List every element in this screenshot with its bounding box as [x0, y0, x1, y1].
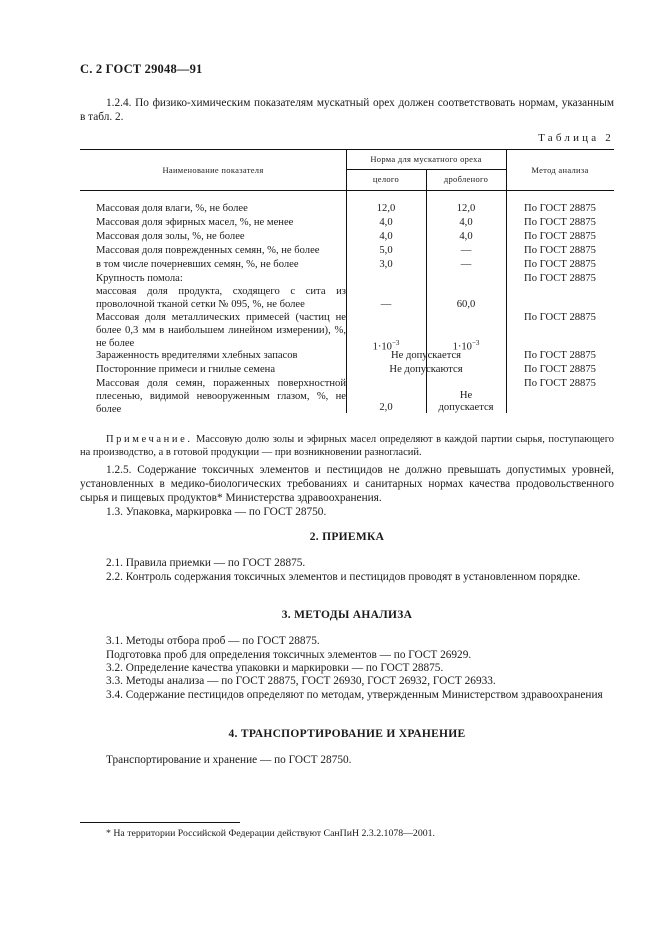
row-ground: 4,0	[459, 217, 473, 228]
row-ground: —	[460, 259, 472, 270]
row-ground: 12,0	[456, 203, 476, 214]
paragraph-1-2-5: 1.2.5. Содержание токсичных элементов и пестицидов не должно превышать допустимых уровней, установленных в медико-биологических требованиях и санитарных нормах качества продовольственного сырья и пищевых продуктов* Министерства здравоохранения.	[80, 464, 614, 504]
row-ground: —	[460, 245, 472, 256]
paragraph-2-2: 2.2. Контроль содержания токсичных элементов и пестицидов проводят в установленном порядке.	[106, 571, 581, 583]
header-ground: дробленого	[443, 174, 489, 184]
row-method: По ГОСТ 28875	[524, 364, 596, 375]
paragraph-3-2: 3.2. Определение качества упаковки и маркировки — по ГОСТ 28875.	[106, 662, 444, 674]
row-whole: 4,0	[379, 231, 393, 242]
table-label: Таблица 2	[538, 132, 614, 144]
page-header: С. 2 ГОСТ 29048—91	[80, 62, 203, 76]
row-name: Массовая доля влаги, %, не более	[96, 203, 248, 214]
row-method: По ГОСТ 28875	[524, 203, 596, 214]
row-name: Массовая доля эфирных масел, %, не менее	[96, 217, 294, 228]
row-whole: 3,0	[379, 259, 393, 270]
header-whole: целого	[372, 174, 400, 184]
row-ground: Не	[459, 390, 473, 401]
row-whole: 5,0	[379, 245, 393, 256]
paragraph-3-3: 3.3. Методы анализа — по ГОСТ 28875, ГОСТ 26930, ГОСТ 26932, ГОСТ 26933.	[106, 675, 496, 687]
footnote-divider	[80, 822, 240, 823]
paragraph-3-1b: Подготовка проб для определения токсичных элементов — по ГОСТ 26929.	[106, 649, 472, 661]
paragraph-4: Транспортирование и хранение — по ГОСТ 28750.	[106, 754, 352, 766]
row-both: Не допускается	[390, 350, 462, 361]
header-method: Метод анализа	[531, 165, 589, 175]
row-name: Посторонние примеси и гнилые семена	[96, 364, 276, 375]
row-name: Массовая доля поврежденных семян, %, не более	[96, 245, 320, 256]
paragraph-1-3: 1.3. Упаковка, маркировка — по ГОСТ 28750.	[106, 506, 327, 518]
row-method: По ГОСТ 28875	[524, 378, 596, 389]
row-name: Массовая доля металлических примесей (частиц не более 0,3 мм в наибольшем линейном измерении), %, не более	[96, 312, 346, 350]
header-norm: Норма для мускатного ореха	[370, 154, 482, 164]
row-whole: —	[380, 299, 392, 310]
row-ground: допускается	[438, 402, 494, 413]
footnote: * На территории Российской Федерации действуют СанПиН 2.3.2.1078—2001.	[106, 828, 435, 839]
row-name: в том числе почерневших семян, %, не более	[96, 259, 299, 270]
row-method: По ГОСТ 28875	[524, 245, 596, 256]
paragraph-2-1: 2.1. Правила приемки — по ГОСТ 28875.	[106, 557, 306, 569]
row-whole: $1\cdot 10^{-3}$	[372, 339, 400, 353]
row-method: По ГОСТ 28875	[524, 273, 596, 284]
section-title-4: 4. ТРАНСПОРТИРОВАНИЕ И ХРАНЕНИЕ	[228, 728, 466, 740]
header-indicator-name: Наименование показателя	[162, 165, 264, 175]
table-2	[80, 149, 614, 416]
row-method: По ГОСТ 28875	[524, 259, 596, 270]
row-name: Зараженность вредителями хлебных запасов	[96, 350, 298, 361]
row-both: Не допускаются	[389, 364, 463, 375]
row-name: Массовая доля золы, %, не более	[96, 231, 245, 242]
row-name: массовая доля продукта, сходящего с сита из проволочной тканой сетки № 095, %, не более	[96, 286, 346, 311]
row-method: По ГОСТ 28875	[524, 350, 596, 361]
table-note: Примечание. Массовую долю золы и эфирных масел определяют в каждой партии сырья, поступающего на производство, а в готовой продукции — при возникновении разногласий.	[80, 434, 614, 458]
row-ground: $1\cdot 10^{-3}$	[452, 339, 480, 353]
row-whole: 12,0	[376, 203, 396, 214]
row-method: По ГОСТ 28875	[524, 217, 596, 228]
row-whole: 4,0	[379, 217, 393, 228]
row-method: По ГОСТ 28875	[524, 312, 596, 323]
section-title-2: 2. ПРИЕМКА	[309, 531, 385, 543]
paragraph-3-1: 3.1. Методы отбора проб — по ГОСТ 28875.	[106, 635, 320, 647]
row-method: По ГОСТ 28875	[524, 231, 596, 242]
section-title-3: 3. МЕТОДЫ АНАЛИЗА	[281, 609, 413, 621]
paragraph-1-2-4: 1.2.4. По физико-химическим показателям мускатный орех должен соответствовать нормам, указанным в табл. 2.	[80, 97, 614, 123]
paragraph-3-4: 3.4. Содержание пестицидов определяют по методам, утвержденным Министерством здравоохранения	[106, 689, 603, 701]
row-ground: 60,0	[456, 299, 476, 310]
row-name: Крупность помола:	[96, 273, 183, 284]
row-whole: 2,0	[379, 402, 393, 413]
row-name: Массовая доля семян, пораженных поверхностной плесенью, видимой невооруженным глазом, %, не более	[96, 378, 346, 416]
row-ground: 4,0	[459, 231, 473, 242]
